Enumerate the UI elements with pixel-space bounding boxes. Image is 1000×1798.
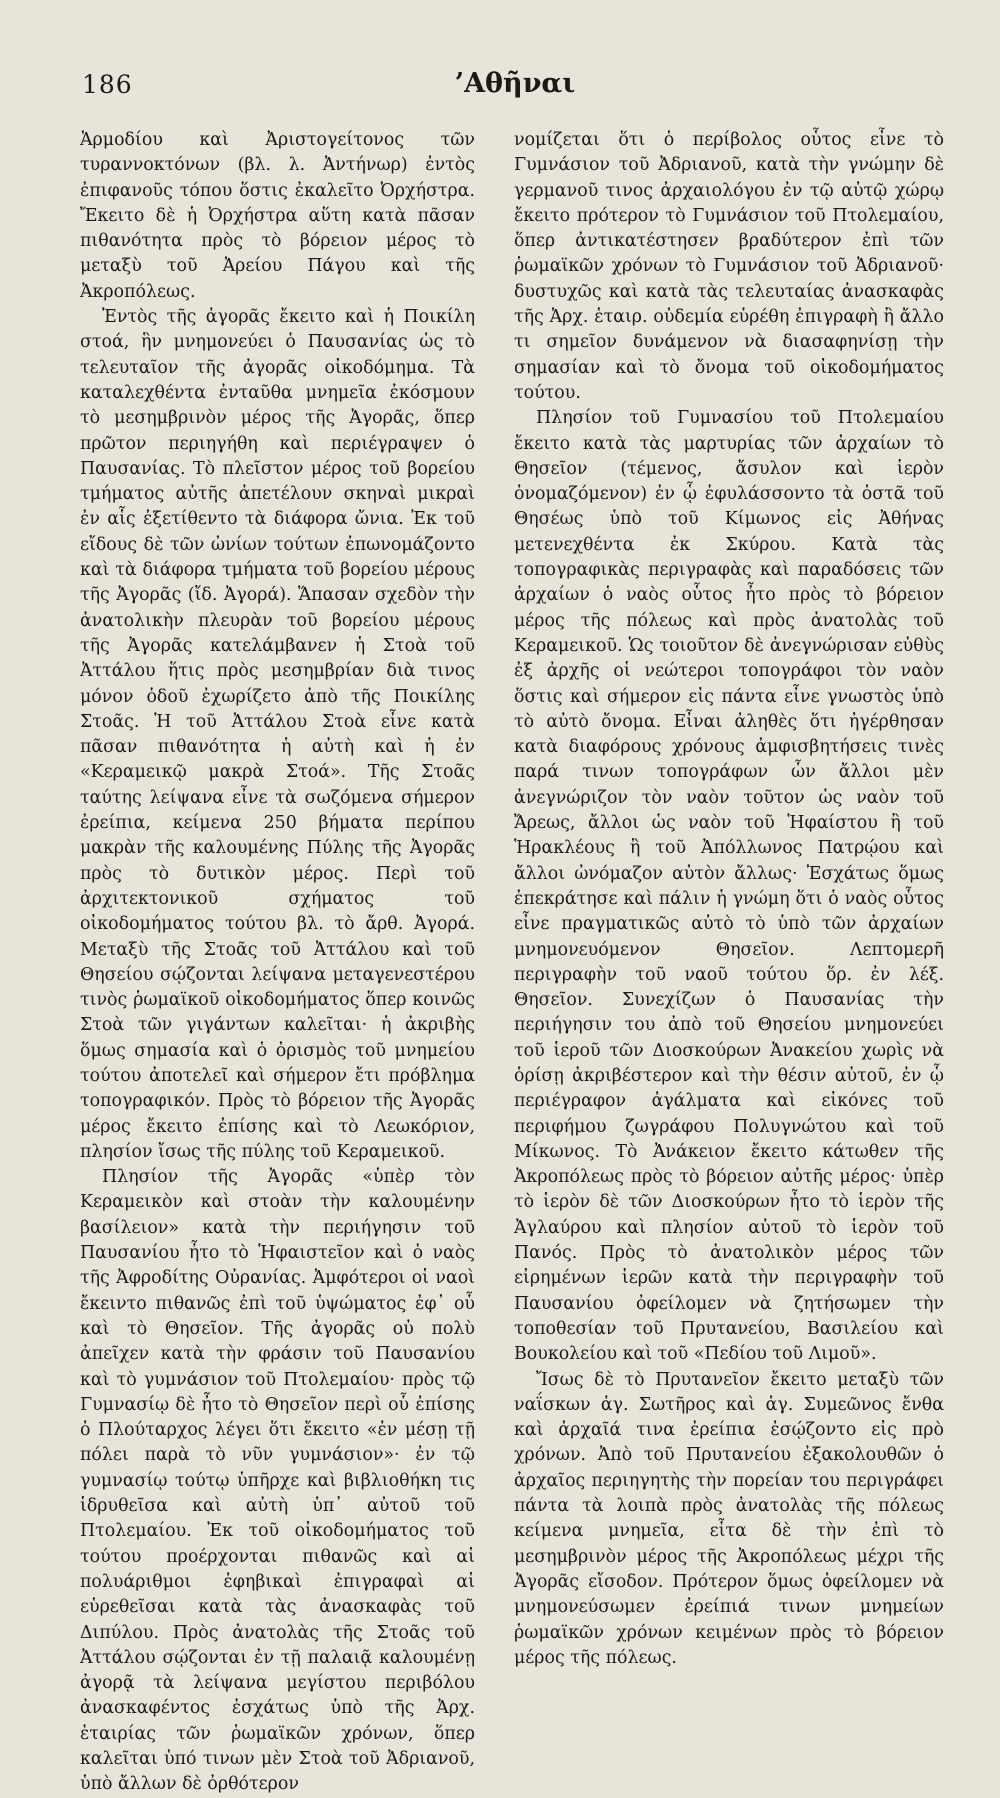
paragraph: νομίζεται ὅτι ὁ περίβολος οὗτος εἶνε τὸ Γυμνάσιον τοῦ Ἀδριανοῦ, κατὰ τὴν γνώμην δὲ γερμανοῦ τινος ἀρχαιολόγου ἐν τῷ αὐτῷ χώρῳ ἔκειτο πρότερον τὸ Γυμνάσιον τοῦ Πτολεμαίου, ὅπερ ἀντικατέστησεν βραδύτερον ἐπὶ τῶν ῥωμαϊκῶν χρόνων τὸ Γυμνάσιον τοῦ Ἀδριανοῦ· δυστυχῶς καὶ κατὰ τὰς τελευταίας ἀνασκαφὰς τῆς Ἀρχ. ἑταιρ. οὐδεμία εὑρέθη ἐπιγραφὴ ἢ ἄλλο τι σημεῖον δυνάμενον νὰ διασαφηνίσῃ τὴν σημασίαν καὶ τὸ ὄνομα τοῦ οἰκοδομήματος τούτου. (514, 130, 944, 403)
page-header (82, 70, 948, 110)
right-column (514, 128, 944, 1671)
running-title: ’Αθῆναι (454, 68, 576, 99)
paragraph: Πλησίον τῆς Ἀγορᾶς «ὑπὲρ τὸν Κεραμεικὸν καὶ στοὰν τὴν καλουμένην βασίλειον» κατὰ τὴν περιήγησιν τοῦ Παυσανίου ἦτο τὸ Ἡφαιστεῖον καὶ ὁ ναὸς τῆς Ἀφροδίτης Οὐρανίας. Ἀμφότεροι οἱ ναοὶ ἔκειντο πιθανῶς ἐπὶ τοῦ ὑψώματος ἐφ᾽ οὗ καὶ τὸ Θησεῖον. Τῆς ἀγορᾶς οὐ πολὺ ἀπεῖχεν κατὰ τὴν φράσιν τοῦ Παυσανίου καὶ τὸ γυμνάσιον τοῦ Πτολεμαίου· πρὸς τῷ Γυμνασίῳ δὲ ἦτο τὸ Θησεῖον περὶ οὗ ἐπίσης ὁ Πλούταρχος λέγει ὅτι ἔκειτο «ἐν μέσῃ τῇ πόλει παρὰ τὸ νῦν γυμνάσιον»· ἐν τῷ γυμνασίῳ τούτῳ ὑπῆρχε καὶ βιβλιοθήκη τις ἱδρυθεῖσα καὶ αὐτὴ ὑπ᾽ αὐτοῦ τοῦ Πτολεμαίου. Ἐκ τοῦ οἰκοδομήματος τοῦ τούτου προέρχονται πιθανῶς καὶ αἱ πολυάριθμοι ἐφηβικαὶ ἐπιγραφαὶ αἱ εὑρεθεῖσαι κατὰ τὰς ἀνασκαφὰς τοῦ Διπύλου. Πρὸς ἀνατολὰς τῆς Στοᾶς τοῦ Ἀττάλου σῴζονται ἐν τῇ παλαιᾷ καλουμένῃ ἀγορᾷ τὰ λείψανα μεγίστου περιβόλου ἀνασκαφέντος ἐσχάτως ὑπὸ τῆς Ἀρχ. ἑταιρίας τῶν ῥωμαϊκῶν χρόνων, ὅπερ καλεῖται ὑπό τινων μὲν Στοὰ τοῦ Ἀδριανοῦ, ὑπὸ ἄλλων δὲ ὀρθότερον (80, 1167, 475, 1795)
page-number: 186 (82, 70, 133, 99)
left-column (80, 128, 475, 1798)
paragraph: Ἁρμοδίου καὶ Ἀριστογείτονος τῶν τυραννοκτόνων (βλ. λ. Ἀντήνωρ) ἐντὸς ἐπιφανοῦς τόπου ὅστις ἐκαλεῖτο Ὀρχήστρα. Ἔκειτο δὲ ἡ Ὀρχήστρα αὕτη κατὰ πᾶσαν πιθανότητα πρὸς τὸ βόρειον μέρος τὸ μεταξὺ τοῦ Ἀρείου Πάγου καὶ τῆς Ἀκροπόλεως. (80, 130, 475, 302)
paragraph: Ἐντὸς τῆς ἀγορᾶς ἔκειτο καὶ ἡ Ποικίλη στοά, ἣν μνημονεύει ὁ Παυσανίας ὡς τὸ τελευταῖον τῆς ἀγορᾶς οἰκοδόμημα. Τὰ καταλεχθέντα ἐνταῦθα μνημεῖα ἐκόσμουν τὸ μεσημβρινὸν μέρος τῆς Ἀγορᾶς, ὅπερ πρῶτον περιηγήθη καὶ περιέγραψεν ὁ Παυσανίας. Τὸ πλεῖστον μέρος τοῦ βορείου τμήματος αὐτῆς ἀπετέλουν σκηναὶ μικραὶ ἐν αἷς ἐξετίθεντο τὰ διάφορα ὤνια. Ἐκ τοῦ εἴδους δὲ τῶν ὠνίων τούτων ἐπωνομάζοντο καὶ τὰ διάφορα τμήματα τοῦ βορείου μέρους τῆς Ἀγορᾶς (ἴδ. Ἀγορά). Ἅπασαν σχεδὸν τὴν ἀνατολικὴν πλευρὰν τοῦ βορείου μέρους τῆς Ἀγορᾶς κατελάμβανεν ἡ Στοὰ τοῦ Ἀττάλου ἥτις πρὸς μεσημβρίαν διὰ τινος μόνον ὁδοῦ ἐχωρίζετο ἀπὸ τῆς Ποικίλης Στοᾶς. Ἡ τοῦ Ἀττάλου Στοὰ εἶνε κατὰ πᾶσαν πιθανότητα ἡ αὐτὴ καὶ ἡ ἐν «Κεραμεικῷ μακρὰ Στοά». Τῆς Στοᾶς ταύτης λείψανα εἶνε τὰ σωζόμενα σήμερον ἐρείπια, κείμενα 250 βήματα περίπου μακρὰν τῆς καλουμένης Πύλης τῆς Ἀγορᾶς πρὸς τὸ δυτικὸν μέρος. Περὶ τοῦ ἀρχιτεκτονικοῦ σχήματος τοῦ οἰκοδομήματος τούτου βλ. τὸ ἄρθ. Ἀγορά. Μεταξὺ τῆς Στοᾶς τοῦ Ἀττάλου καὶ τοῦ Θησείου σῴζονται λείψανα μεταγενεστέρου τινὸς ῥωμαϊκοῦ οἰκοδομήματος ὅπερ κοινῶς Στοὰ τῶν γιγάντων καλεῖται· ἡ ἀκριβὴς ὅμως σημασία καὶ ὁ ὁρισμὸς τοῦ μνημείου τούτου ἀποτελεῖ καὶ σήμερον ἔτι πρόβλημα τοπογραφικόν. Πρὸς τὸ βόρειον τῆς Ἀγορᾶς μέρος ἔκειτο ἐπίσης καὶ τὸ Λεωκόριον, πλησίον ἴσως τῆς πύλης τοῦ Κεραμεικοῦ. (80, 307, 475, 1162)
paragraph: Πλησίον τοῦ Γυμνασίου τοῦ Πτολεμαίου ἔκειτο κατὰ τὰς μαρτυρίας τῶν ἀρχαίων τὸ Θησεῖον (τέμενος, ἄσυλον καὶ ἱερὸν ὀνομαζόμενον) ἐν ᾧ ἐφυλάσσοντο τὰ ὀστᾶ τοῦ Θησέως ὑπὸ τοῦ Κίμωνος εἰς Ἀθήνας μετενεχθέντα ἐκ Σκύρου. Κατὰ τὰς τοπογραφικὰς περιγραφὰς καὶ παραδόσεις τῶν ἀρχαίων ὁ ναὸς οὗτος ἦτο πρὸς τὸ βόρειον μέρος τῆς πόλεως καὶ πρὸς ἀνατολὰς τοῦ Κεραμεικοῦ. Ὡς τοιοῦτον δὲ ἀνεγνώρισαν εὐθὺς ἐξ ἀρχῆς οἱ νεώτεροι τοπογράφοι τὸν ναὸν ὅστις καὶ σήμερον εἰς πάντα εἶνε γνωστὸς ὑπὸ τὸ αὐτὸ ὄνομα. Εἶναι ἀληθὲς ὅτι ἠγέρθησαν κατὰ διαφόρους χρόνους ἀμφισβητήσεις τινὲς παρά τινων τοπογράφων ὧν ἄλλοι μὲν ἀνεγνώριζον τὸν ναὸν τοῦτον ὡς ναὸν τοῦ Ἄρεως, ἄλλοι ὡς ναὸν τοῦ Ἡφαίστου ἢ τοῦ Ἡρακλέους ἢ τοῦ Ἀπόλλωνος Πατρῴου καὶ ἄλλοι ὠνόμαζον αὐτὸν ἄλλως· Ἐσχάτως ὅμως ἐπεκράτησε καὶ πάλιν ἡ γνώμη ὅτι ὁ ναὸς οὗτος εἶνε πραγματικῶς αὐτὸ τὸ ὑπὸ τῶν ἀρχαίων μνημονευόμενον Θησεῖον. Λεπτομερῆ περιγραφὴν τοῦ ναοῦ τούτου ὅρ. ἐν λέξ. Θησεῖον. Συνεχίζων ὁ Παυσανίας τὴν περιήγησιν του ἀπὸ τοῦ Θησείου μνημονεύει τοῦ ἱεροῦ τῶν Διοσκούρων Ἀνακείου χωρὶς νὰ ὁρίσῃ ἀκριβέστερον καὶ τὴν θέσιν αὐτοῦ, ἐν ᾧ περιέγραφον ἀγάλματα καὶ εἰκόνες τοῦ περιφήμου ζωγράφου Πολυγνώτου καὶ τοῦ Μίκωνος. Τὸ Ἀνάκειον ἔκειτο κάτωθεν τῆς Ἀκροπόλεως πρὸς τὸ βόρειον αὐτῆς μέρος· ὑπὲρ τὸ ἱερὸν δὲ τῶν Διοσκούρων ἦτο τὸ ἱερὸν τῆς Ἀγλαύρου καὶ πλησίον αὐτοῦ τὸ ἱερὸν τοῦ Πανός. Πρὸς τὸ ἀνατολικὸν μέρος τῶν εἰρημένων ἱερῶν κατὰ τὴν περιγραφὴν τοῦ Παυσανίου ὀφείλομεν νὰ ζητήσωμεν τὴν τοποθεσίαν τοῦ Πρυτανείου, Βασιλείου καὶ Βουκολείου καὶ τοῦ «Πεδίου τοῦ Λιμοῦ». (514, 408, 944, 1365)
paragraph: Ἴσως δὲ τὸ Πρυτανεῖον ἔκειτο μεταξὺ τῶν ναΐσκων ἁγ. Σωτῆρος καὶ ἁγ. Συμεῶνος ἔνθα καὶ ἀρχαῖά τινα ἐρείπια ἐσῴζοντο εἰς πρὸ χρόνων. Ἀπὸ τοῦ Πρυτανείου ἐξακολουθῶν ὁ ἀρχαῖος περιηγητὴς τὴν πορείαν του περιγράφει πάντα τὰ λοιπὰ πρὸς ἀνατολὰς τῆς πόλεως κείμενα μνημεῖα, εἶτα δὲ τὴν ἐπὶ τὸ μεσημβρινὸν μέρος τῆς Ἀκροπόλεως μέχρι τῆς Ἀγορᾶς εἴσοδον. Πρότερον ὅμως ὀφείλομεν νὰ μνημονεύσωμεν ἐρείπιά τινων μνημείων ῥωμαϊκῶν χρόνων κειμένων πρὸς τὸ βόρειον μέρος τῆς πόλεως. (514, 1369, 944, 1668)
